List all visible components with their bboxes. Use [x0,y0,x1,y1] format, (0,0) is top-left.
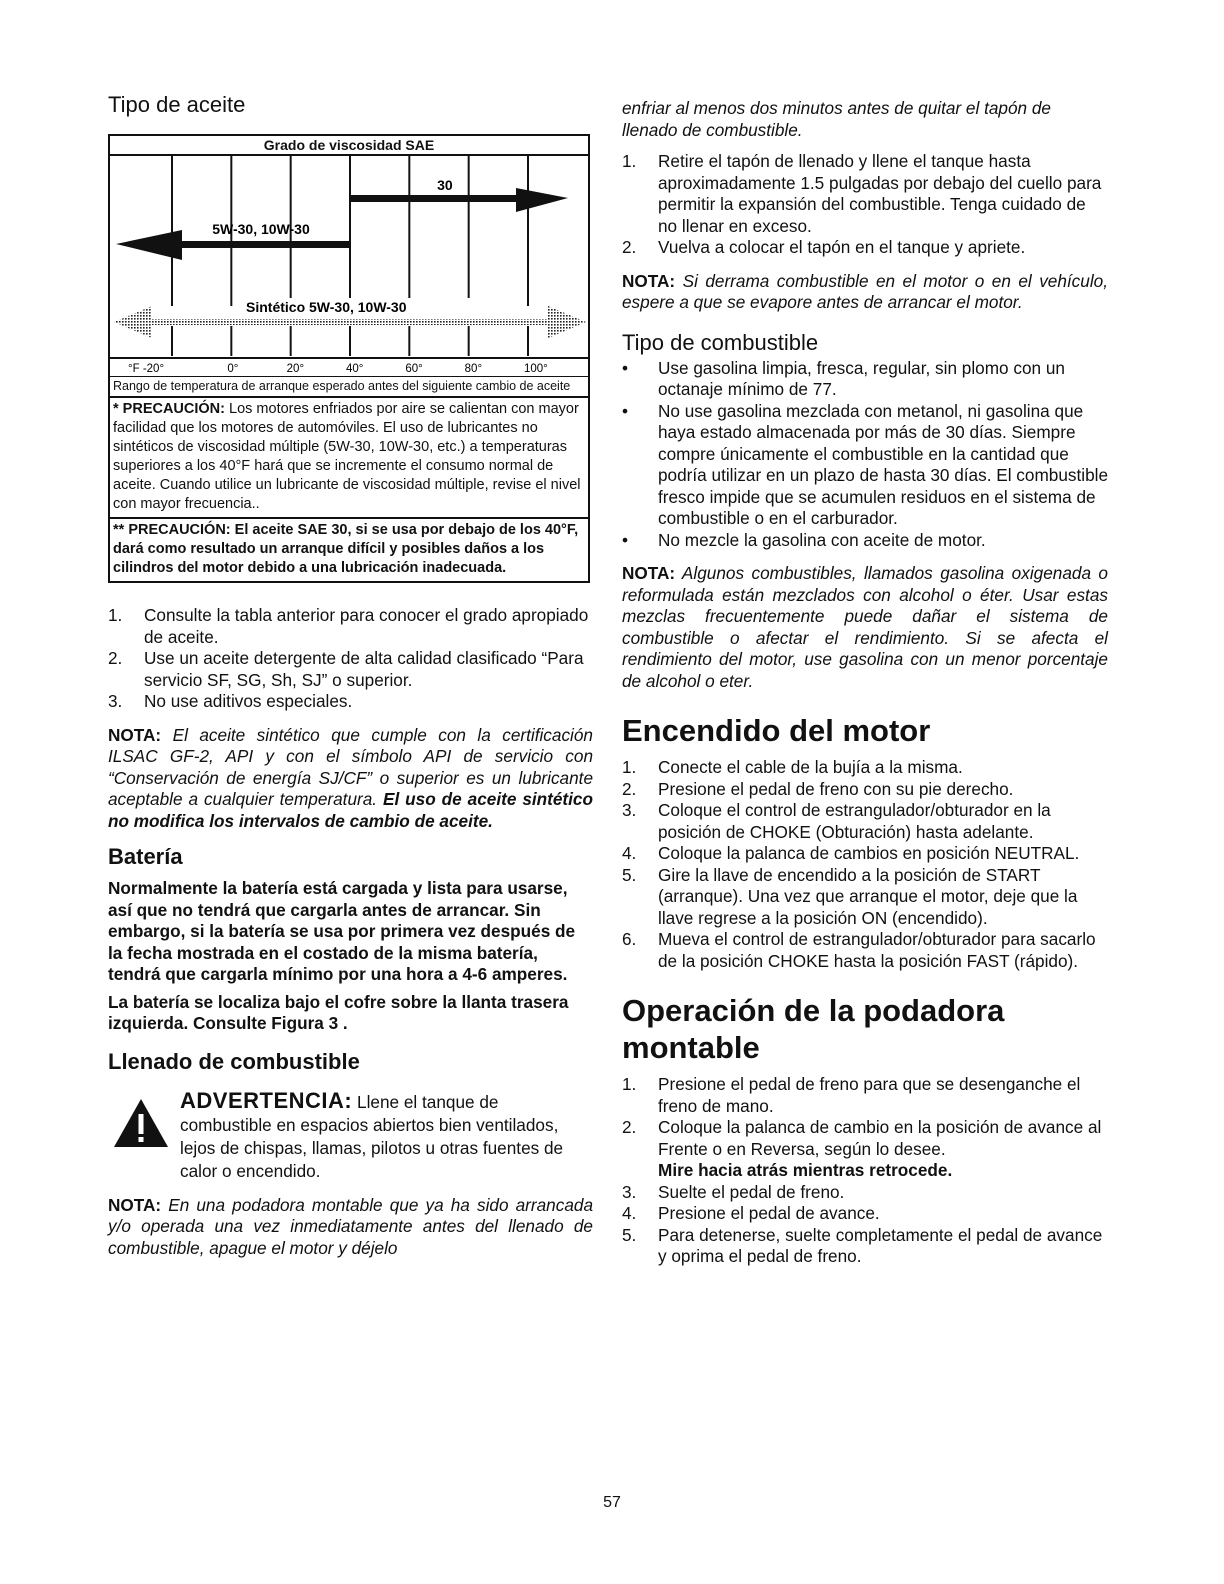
warning-triangle-icon [112,1097,170,1149]
list-item-text: Vuelva a colocar el tapón en el tanque y apriete. [658,237,1026,257]
engine-start-heading: Encendido del motor [622,713,931,748]
list-item [622,800,1108,843]
series-synthetic-bar [148,319,552,325]
list-item-number: 5. [622,864,637,885]
list-item-number: 5. [622,1224,637,1245]
fuel-type-note [622,563,1108,692]
list-item-text: Retire el tapón de llenado y llene el tanque hasta aproximadamente 1.5 pulgadas por debajo del cuello para permitir la expansión del combustible. Tenga cuidado de no llenar en exceso. [658,151,1102,236]
list-item-number: 1. [622,1074,637,1094]
list-item [622,929,1108,972]
warning-title: ADVERTENCIA: [180,1087,353,1113]
list-item-number: • [622,357,629,378]
oil-type-heading: Tipo de aceite [108,92,246,117]
list-item [622,358,1108,401]
spill-note-label: NOTA: [622,270,676,291]
list-item-number: 3. [108,691,123,711]
fuel-type-note-text: Algunos combustibles, llamados gasolina oxigenada o reformulada están mezclados con alcohol o éter. Usar estas mezclas frecuentemente puede dañar el sistema de combustible o afectar el rendimiento. Si se afecta el rendimiento del motor, use gasolina con un menor porcentaje de alcohol o eter. [622,563,1108,691]
list-item-text: Suelte el pedal de freno. [658,1181,845,1202]
fuel-type-note-label: NOTA: [622,563,676,583]
fuel-type-list [622,358,1108,552]
list-item [622,779,1108,801]
list-item-text: Use un aceite detergente de alta calidad clasificado “Para servicio SF, SG, Sh, SJ” o superior. [144,648,584,690]
list-item-number: • [622,529,629,550]
list-item [108,691,593,713]
warning-text [180,1089,593,1183]
series-multi-arrowhead [116,230,182,260]
list-item [108,605,593,648]
oil-note-text: El aceite sintético que cumple con la certificación ILSAC GF-2, API y con el símbolo API de servicio con “Conservación de energía SJ/CF” o superior es un lubricante aceptable a cualquier temperatura. [108,724,593,809]
page-number: 57 [603,1494,621,1511]
list-item-text: Presione el pedal de avance. [658,1203,880,1223]
list-item-text: Gire la llave de encendido a la posición de START (arranque). Una vez que arranque el motor, deje que la llave regrese a la posición ON (encendido). [658,864,1078,928]
list-item-text: Presione el pedal de freno para que se desenganche el freno de mano. [658,1074,1081,1116]
list-item-number: 6. [622,929,637,949]
list-item-number: 4. [622,1203,637,1223]
list-item-text: Coloque la palanca de cambios en posición NEUTRAL. [658,843,1080,863]
list-item-text: Coloque el control de estrangulador/obturador en la posición de CHOKE (Obturación) hasta adelante. [658,800,1051,842]
precaution-1 [110,396,588,517]
list-item-number: • [622,400,629,421]
chart-caption: Rango de temperatura de arranque esperado antes del siguiente cambio de aceite [110,376,588,396]
fuel-fill-heading: Llenado de combustible [108,1048,360,1074]
list-item [622,401,1108,530]
oil-steps-list [108,605,593,713]
fuel-fill-note-text: En una podadora montable que ya ha sido arrancada y/o operada una vez inmediatamente antes del llenado de combustible, apague el motor y déjelo [108,1194,593,1258]
series-multi-bar [176,241,350,248]
tick-label: 80° [464,363,483,375]
tick-label: 20° [286,363,305,375]
battery-paragraph-1: Normalmente la batería está cargada y lista para usarse, así que no tendrá que cargarla antes de arrancar. Sin embargo, si la batería se usa por primera vez después de la fecha mostrada en el costado de la misma batería, tendrá que cargarla mínimo por una hora a 4-6 amperes. [108,878,576,984]
list-item-number: 2. [108,648,123,668]
list-item-text: No mezcle la gasolina con aceite de motor. [658,529,986,550]
tick-label: 100° [524,363,548,375]
list-item-number: 4. [622,843,637,863]
battery-paragraph-2: La batería se localiza bajo el cofre sobre la llanta trasera izquierda. Consulte Figura 3 . [108,991,569,1033]
list-item [622,843,1108,865]
list-item-text: Use gasolina limpia, fresca, regular, sin plomo con un octanaje mínimo de 77. [658,357,1065,399]
chart-title: Grado de viscosidad SAE [110,136,588,156]
series-30-arrowhead [516,188,568,212]
list-item-bold-text: Mire hacia atrás mientras retrocede. [658,1160,953,1180]
mower-operation-heading: Operación de la podadora montable [622,993,1005,1065]
warning-block [108,1089,593,1183]
list-item-number: 2. [622,1117,637,1137]
warning-body: Llene el tanque de combustible en espacios abiertos bien ventilados, lejos de chispas, llamas, pilotos u otras fuentes de calor o encendido. [180,1091,564,1181]
oil-note-label: NOTA: [108,724,162,745]
list-item [622,757,1108,779]
series-synthetic-left-arrowhead [114,306,152,338]
spill-note-text: Si derrama combustible en el motor o en el vehículo, espere a que se evapore antes de arrancar el motor. [622,270,1108,312]
tick-label: °F -20° [128,363,165,375]
precaution-2: ** PRECAUCIÓN: El aceite SAE 30, si se usa por debajo de los 40°F, dará como resultado un arranque difícil y posibles daños a los cilindros del motor debido a una lubricación inadecuada. [110,517,588,581]
series-synthetic-label: Sintético 5W-30, 10W-30 [246,299,407,315]
list-item-number: 1. [622,757,637,777]
continued-note-text: enfriar al menos dos minutos antes de quitar el tapón de llenado de combustible. [622,98,1051,140]
fuel-fill-note [108,1195,593,1260]
precaution-1-label: * PRECAUCIÓN: [113,401,225,417]
list-item-text: Consulte la tabla anterior para conocer el grado apropiado de aceite. [144,605,589,647]
fuel-fill-note-label: NOTA: [108,1194,162,1215]
list-item [622,865,1108,930]
engine-start-steps-list [622,757,1108,972]
list-item [622,1203,1108,1225]
list-item-number: 3. [622,1181,637,1202]
series-30-bar [350,195,518,202]
list-item [108,648,593,691]
spill-note [622,271,1108,314]
continued-note [622,98,1108,141]
left-column [108,92,593,1259]
list-item [622,1074,1108,1117]
right-column [622,92,1108,1268]
list-item [622,237,1108,259]
battery-heading: Batería [108,844,183,869]
list-item-text: Conecte el cable de la bujía a la misma. [658,757,963,777]
list-item-text: No use aditivos especiales. [144,691,353,711]
series-multi-label: 5W-30, 10W-30 [212,221,310,237]
list-item-number: 2. [622,237,637,257]
list-item-number: 3. [622,800,637,820]
list-item-text: Para detenerse, suelte completamente el pedal de avance y oprima el pedal de freno. [658,1224,1103,1266]
fuel-type-heading: Tipo de combustible [622,329,819,355]
oil-note [108,725,593,833]
list-item [622,530,1108,552]
list-item-text: Coloque la palanca de cambio en la posición de avance al Frente o en Reversa, según lo desee. [658,1117,1102,1159]
oil-note-bold: El uso de aceite sintético no modifica los intervalos de cambio de aceite. [108,789,593,831]
mower-operation-steps-list [622,1074,1108,1268]
list-item [622,151,1108,237]
precaution-1-text: Los motores enfriados por aire se calientan con mayor facilidad que los motores de automóviles. El uso de lubricantes no sintéticos de viscosidad múltiple (5W-30, 10W-30, etc.) a temperaturas superiores a los 40°F hará que se incremente el consumo normal de aceite. Cuando utilice un lubricante de viscosidad múltiple, revise el nivel con mayor frecuencia.. [113,401,581,512]
list-item [622,1117,1108,1182]
viscosity-chart [108,134,590,583]
tick-label: 40° [346,363,364,375]
list-item [622,1225,1108,1268]
list-item-text: Presione el pedal de freno con su pie derecho. [658,778,1014,799]
series-synthetic-right-arrowhead [548,306,586,338]
list-item-number: 2. [622,778,637,799]
list-item-text: No use gasolina mezclada con metanol, ni gasolina que haya estado almacenada por más de 30 días. Siempre compre únicamente el combustible en la cantidad que podría utilizar en un plazo de hasta 30 días. El combustible fresco impide que se acumulen residuos en el sistema de combustible o en el carburador. [658,400,1109,528]
series-30-label: 30 [437,177,453,193]
list-item-number: 1. [108,605,123,625]
list-item-text: Mueva el control de estrangulador/obturador para sacarlo de la posición CHOKE hasta la posición FAST (rápido). [658,929,1096,971]
tick-label: 60° [405,363,423,375]
list-item [622,1182,1108,1204]
list-item-number: 1. [622,151,637,171]
chart-plot [110,156,588,376]
fill-steps-list [622,151,1108,259]
tick-label: 0° [227,363,239,375]
